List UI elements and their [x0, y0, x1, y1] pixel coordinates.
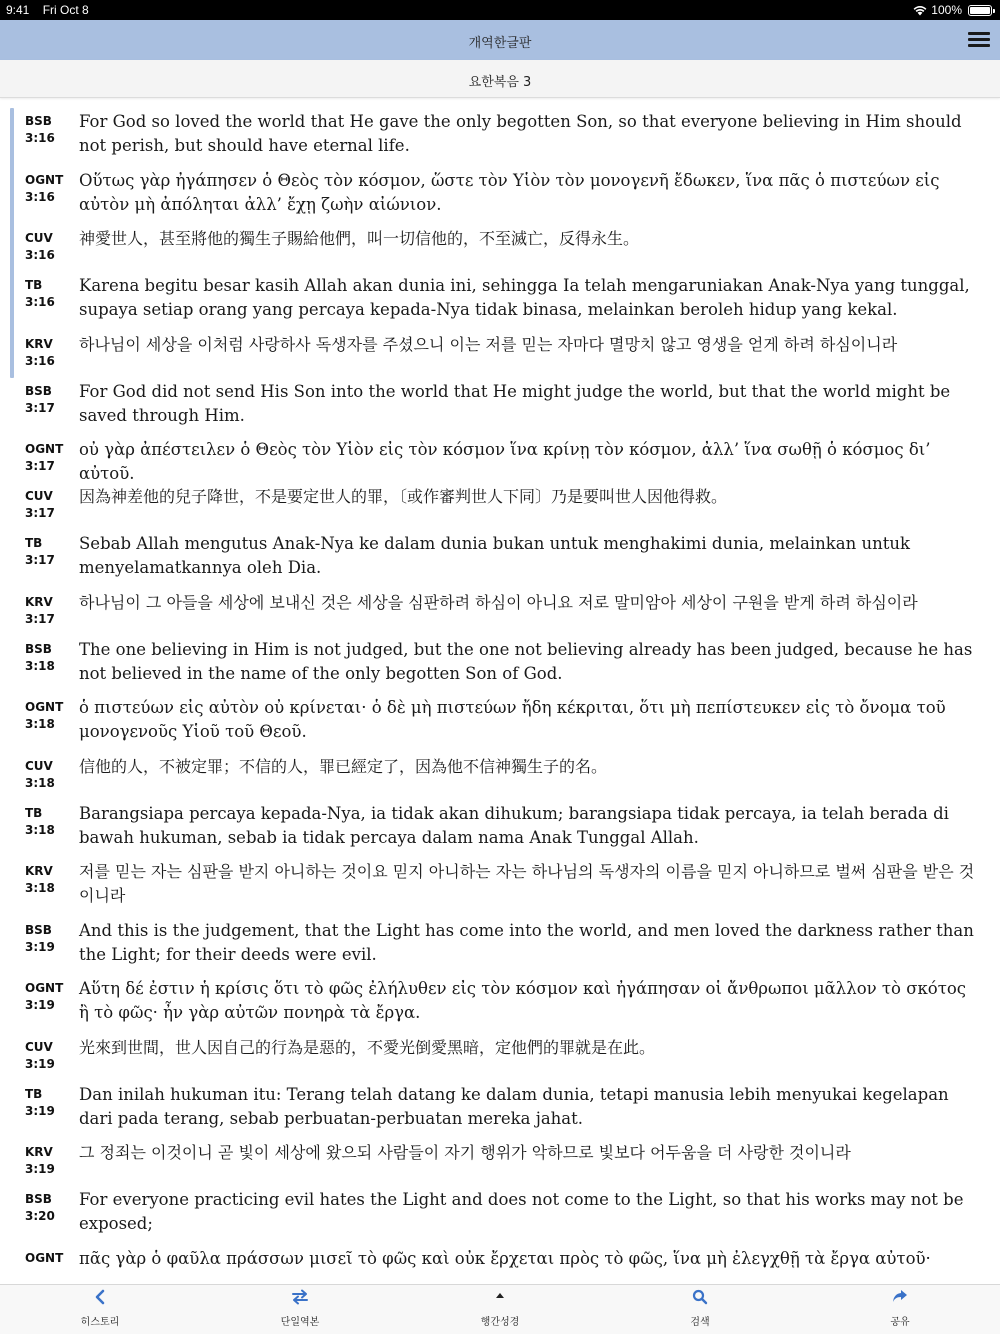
verse-text: Αὕτη δέ ἐστιν ἡ κρίσις ὅτι τὸ φῶς ἐλήλυθεν εἰς τὸν κόσμον καὶ ἠγάπησαν οἱ ἄνθρωποι μᾶλλον τὸ σκότος ἢ τὸ φῶς· ἦν γὰρ αὐτῶν πονηρὰ τὰ ἔργα.: [79, 979, 967, 1022]
selected-verse-indicator: [10, 108, 14, 378]
version-code: OGNT: [25, 1250, 64, 1265]
verse-number: 3:16: [25, 131, 55, 145]
verse-reference: [25, 758, 75, 792]
verse-number: 3:17: [25, 506, 55, 520]
hamburger-menu-icon: [968, 32, 990, 35]
verse-reference: [25, 1144, 75, 1178]
version-code: TB: [25, 805, 43, 820]
tab-history[interactable]: [40, 1285, 160, 1334]
version-code: CUV: [25, 758, 53, 773]
tab-label: 검색: [690, 1317, 710, 1328]
battery-icon: [968, 5, 992, 16]
verse-number: 3:18: [25, 775, 55, 790]
verse-number: 3:16: [25, 189, 55, 204]
verse-text: For God so loved the world that He gave the only begotten Son, so that everyone believing in Him should not perish, but should have eternal life.: [79, 112, 962, 155]
verse-reference: [25, 277, 75, 311]
version-code: TB: [25, 278, 43, 292]
verse-number: 3:17: [25, 553, 55, 567]
version-code: CUV: [25, 1039, 53, 1054]
verse-number: 3:19: [25, 1162, 55, 1176]
version-code: KRV: [25, 594, 53, 609]
verse-number: 3:19: [25, 1103, 55, 1118]
version-code: TB: [25, 536, 43, 550]
verse-text: And this is the judgement, that the Light has come into the world, and men loved the darkness rather than the Light; for their deeds were evil.: [79, 920, 974, 964]
share-icon: [840, 1289, 960, 1313]
verse-reference: [25, 172, 75, 206]
verse-text: 因為神差他的兒子降世，不是要定世人的罪，〔或作審判世人下同〕乃是要叫世人因他得救。: [79, 487, 728, 506]
status-bar: [0, 0, 1000, 20]
tab-label: 공유: [890, 1317, 910, 1328]
verse-text: 光來到世間，世人因自己的行為是惡的，不愛光倒愛黑暗，定他們的罪就是在此。: [79, 1037, 656, 1057]
tab-interlinear[interactable]: [440, 1285, 560, 1334]
verse-number: 3:16: [25, 353, 55, 368]
version-code: CUV: [25, 231, 53, 245]
tab-search[interactable]: [640, 1285, 760, 1334]
verse-reference: [25, 863, 75, 897]
verse-number: 3:16: [25, 248, 55, 262]
tab-label: 단일역본: [280, 1317, 320, 1328]
verse-text: πᾶς γὰρ ὁ φαῦλα πράσσων μισεῖ τὸ φῶς καὶ οὐκ ἔρχεται πρὸς τὸ φῶς, ἵνα μὴ ἐλεγχθῇ τὰ ἔργα αὐτοῦ·: [79, 1248, 931, 1268]
verse-number: 3:16: [25, 295, 55, 309]
tab-bar: [0, 1284, 1000, 1334]
verse-number: 3:20: [25, 1209, 55, 1223]
verse-reference: [25, 1250, 75, 1267]
verse-number: 3:18: [25, 881, 55, 895]
battery-percent: 100%: [931, 3, 962, 17]
verse-number: 3:18: [25, 717, 55, 731]
verse-number: 3:17: [25, 611, 55, 626]
version-code: BSB: [25, 922, 52, 937]
nav-bar: [0, 20, 1000, 60]
verse-reference: [25, 1086, 75, 1120]
status-date: Fri Oct 8: [42, 3, 89, 17]
verse-reference: [25, 535, 75, 569]
version-code: BSB: [25, 383, 52, 398]
verse-text: The one believing in Him is not judged, but the one not believing already has been judged, because he has not believed in the name of the only begotten Son of God.: [79, 639, 973, 683]
tab-share[interactable]: [840, 1285, 960, 1334]
search-icon: [640, 1289, 760, 1313]
menu-button[interactable]: [968, 29, 990, 51]
verse-text: Οὕτως γὰρ ἠγάπησεν ὁ Θεὸς τὸν κόσμον, ὥστε τὸν Υἱὸν τὸν μονογενῆ ἔδωκεν, ἵνα πᾶς ὁ πιστεύων εἰς αὐτὸν μὴ ἀπόληται ἀλλ’ ἔχῃ ζωὴν αἰώνιον.: [79, 170, 940, 214]
verse-text: Barangsiapa percaya kepada-Nya, ia tidak akan dihukum; barangsiapa tidak percaya, ia telah berada di bawah hukuman, sebab ia tidak percaya dalam nama Anak Tunggal Allah.: [79, 803, 949, 847]
version-code: BSB: [25, 1192, 52, 1206]
version-code: KRV: [25, 1145, 53, 1159]
verse-reference: [25, 699, 75, 733]
version-code: BSB: [25, 641, 52, 656]
chapter-title[interactable]: 요한복음 3: [468, 75, 532, 90]
verse-reference: [25, 230, 75, 264]
verse-text: 하나님이 세상을 이처럼 사랑하사 독생자를 주셨으니 이는 저를 믿는 자마다 멸망치 않고 영생을 얻게 하려 하심이니라: [79, 334, 898, 354]
tab-label: 행간성경: [480, 1317, 520, 1328]
verse-reference: [25, 1039, 75, 1073]
verse-reference: [25, 441, 75, 475]
version-code: KRV: [25, 336, 53, 351]
version-code: KRV: [25, 864, 53, 878]
version-code: OGNT: [25, 981, 64, 995]
verse-text: Karena begitu besar kasih Allah akan dunia ini, sehingga Ia telah mengaruniakan Anak-Nya yang tunggal, supaya setiap orang yang percaya kepada-Nya tidak binasa, melainkan beroleh hidup yang kekal.: [79, 276, 970, 319]
verse-reference: [25, 922, 75, 956]
swap-arrows-icon: [240, 1289, 360, 1313]
triangle-up-icon: [440, 1289, 560, 1313]
verse-number: 3:17: [25, 400, 55, 415]
bible-version-title[interactable]: 개역한글판: [468, 36, 532, 51]
verse-reference: [25, 113, 75, 147]
verse-reference: [25, 805, 75, 839]
verse-reference: [25, 1191, 75, 1225]
verse-number: 3:19: [25, 998, 55, 1012]
verse-text: 하나님이 그 아들을 세상에 보내신 것은 세상을 심판하려 하심이 아니요 저로 말미암아 세상이 구원을 받게 하려 하심이라: [79, 592, 918, 612]
verse-text: οὐ γὰρ ἀπέστειλεν ὁ Θεὸς τὸν Υἱὸν εἰς τὸν κόσμον ἵνα κρίνῃ τὸν κόσμον, ἀλλ’ ἵνα σωθῇ ὁ κόσμος δι’ αὐτοῦ.: [79, 440, 931, 483]
verse-list[interactable]: [0, 99, 1000, 1284]
verse-number: 3:17: [25, 459, 55, 473]
version-code: CUV: [25, 489, 53, 503]
verse-text: 저를 믿는 자는 심판을 받지 아니하는 것이요 믿지 아니하는 자는 하나님의 독생자의 이름을 믿지 아니하므로 벌써 심판을 받은 것이니라: [79, 862, 975, 905]
verse-text: 그 정죄는 이것이니 곧 빛이 세상에 왔으되 사람들이 자기 행위가 악하므로 빛보다 어두움을 더 사랑한 것이니라: [79, 1143, 851, 1162]
verse-reference: [25, 383, 75, 417]
verse-number: 3:19: [25, 1056, 55, 1071]
verse-text: Dan inilah hukuman itu: Terang telah datang ke dalam dunia, tetapi manusia lebih menyukai kegelapan dari pada terang, sebab perbuatan-perbuatan mereka jahat.: [79, 1084, 949, 1128]
wifi-icon: [913, 5, 927, 16]
verse-number: 3:18: [25, 822, 55, 837]
version-code: OGNT: [25, 700, 64, 714]
verse-reference: [25, 336, 75, 370]
tab-label: 히스토리: [80, 1317, 120, 1328]
chapter-bar: [0, 60, 1000, 98]
version-code: OGNT: [25, 172, 64, 187]
version-code: OGNT: [25, 442, 64, 456]
verse-number: 3:18: [25, 658, 55, 673]
verse-text: 信他的人，不被定罪；不信的人，罪已經定了，因為他不信神獨生子的名。: [79, 756, 608, 776]
verse-text: Sebab Allah mengutus Anak-Nya ke dalam dunia bukan untuk menghakimi dunia, melainkan untuk menyelamatkannya oleh Dia.: [79, 534, 910, 577]
chevron-left-icon: [40, 1289, 160, 1313]
verse-reference: [25, 488, 75, 522]
verse-text: ὁ πιστεύων εἰς αὐτὸν οὐ κρίνεται· ὁ δὲ μὴ πιστεύων ἤδη κέκριται, ὅτι μὴ πεπίστευκεν εἰς τὸ ὄνομα τοῦ μονογενοῦς Υἱοῦ τοῦ Θεοῦ.: [79, 698, 946, 741]
verse-number: 3:19: [25, 939, 55, 954]
verse-reference: [25, 594, 75, 628]
tab-single-version[interactable]: [240, 1285, 360, 1334]
status-time: 9:41: [6, 3, 30, 17]
version-code: BSB: [25, 114, 52, 128]
version-code: TB: [25, 1086, 43, 1101]
verse-reference: [25, 980, 75, 1014]
verse-text: For everyone practicing evil hates the Light and does not come to the Light, so that his works may not be exposed;: [79, 1190, 964, 1233]
verse-text: For God did not send His Son into the world that He might judge the world, but that the world might be saved through Him.: [79, 381, 951, 425]
verse-reference: [25, 641, 75, 675]
verse-text: 神愛世人，甚至將他的獨生子賜給他們，叫一切信他的，不至滅亡，反得永生。: [79, 229, 640, 248]
